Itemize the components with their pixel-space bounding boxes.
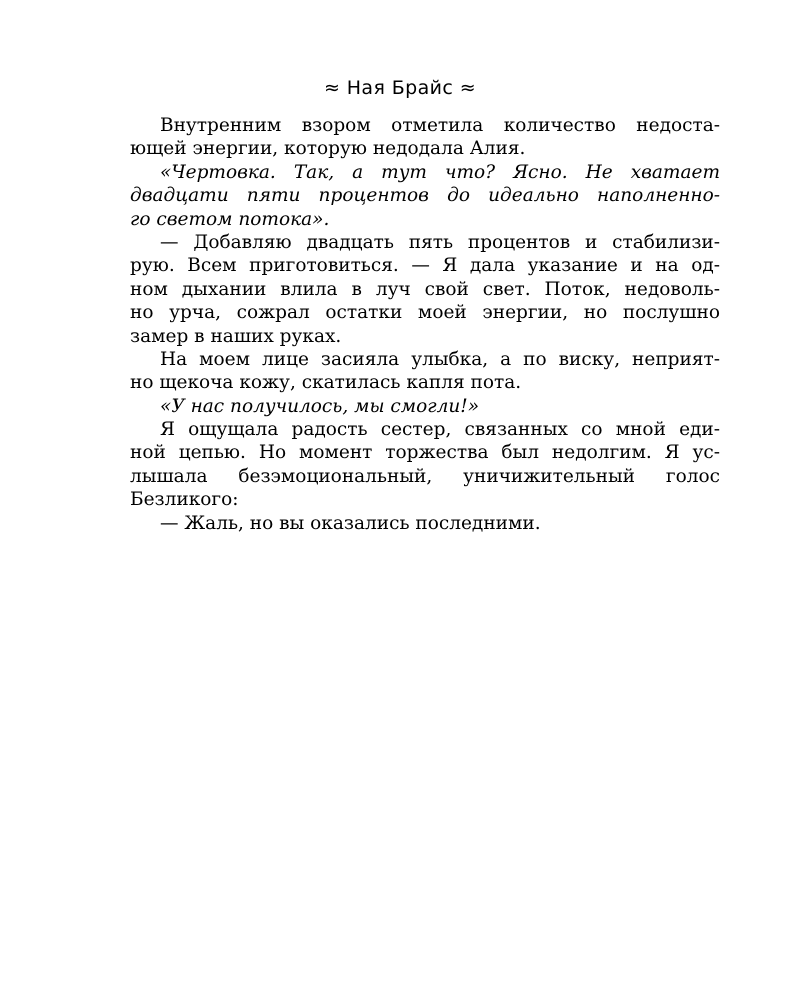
text-line: Безликого: (130, 489, 239, 511)
text-line: ной цепью. Но момент торжества был недолгим. Я ус- (130, 442, 720, 464)
text-line: На моем лице засияла улыбка, а по виску, неприят- (160, 348, 720, 370)
text-line: — Жаль, но вы оказались последними. (160, 512, 541, 534)
text-line: рую. Всем приготовиться. — Я дала указание и на од- (130, 255, 720, 277)
text-line: Я ощущала радость сестер, связанных со мной еди- (160, 419, 720, 441)
text-line: «У нас получилось, мы смогли!» (160, 395, 480, 417)
running-header-title: ≈ Ная Брайс ≈ (323, 77, 477, 99)
text-line: «Чертовка. Так, а тут что? Ясно. Не хватает (160, 161, 720, 183)
text-line: ющей энергии, которую недодала Алия. (130, 138, 526, 160)
text-line: замер в наших руках. (130, 325, 342, 347)
body-text (130, 114, 720, 535)
text-line: двадцати пяти процентов до идеально наполненно- (130, 185, 720, 207)
text-line: лышала безэмоциональный, уничижительный голос (130, 465, 720, 487)
text-line: но щекоча кожу, скатилась капля пота. (130, 372, 522, 394)
text-line: но урча, сожрал остатки моей энергии, но послушно (130, 302, 720, 324)
text-line: Внутренним взором отметила количество недоста- (160, 115, 720, 136)
text-line: го светом потока». (130, 208, 330, 230)
text-line: — Добавляю двадцать пять процентов и стабилизи- (160, 231, 720, 253)
text-line: ном дыхании влила в луч свой свет. Поток, недоволь- (130, 278, 720, 300)
